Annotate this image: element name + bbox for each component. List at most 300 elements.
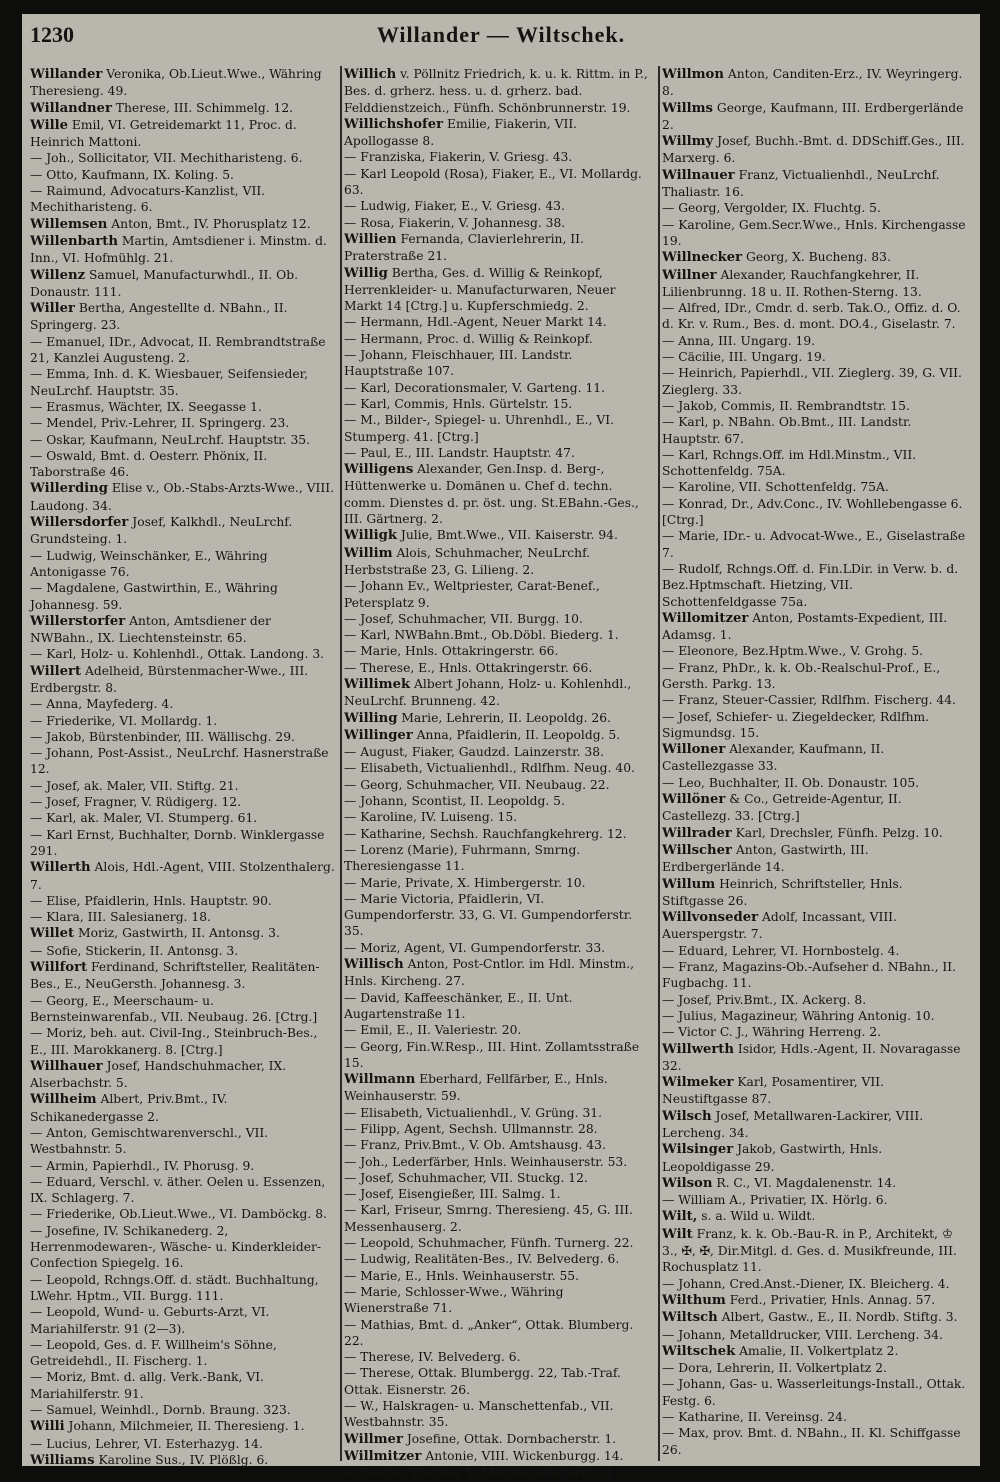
entry-text: Franz, k. k. Ob.-Bau-R. in P., Architekt, ♔ 3., ✠, ✠, Dir.Mitgl. d. Ges. d. Musikfreunde, III. Rochusplatz 11. <box>662 1226 957 1275</box>
directory-entry <box>344 331 650 347</box>
directory-entry <box>30 925 336 942</box>
entry-text: Martin, Amtsdiener i. Minstm. d. Inn., VI. Hofmühlg. 21. <box>30 233 327 266</box>
directory-entry <box>30 216 336 233</box>
directory-entry <box>344 578 650 611</box>
directory-entry <box>662 660 968 693</box>
directory-entry <box>662 610 968 644</box>
directory-entry <box>30 66 336 100</box>
entry-text: — August, Fiaker, Gaudzd. Lainzerstr. 38. <box>344 745 604 760</box>
entry-text: — Raimund, Advocaturs-Kanzlist, VII. Mechitharisteng. 6. <box>30 184 266 215</box>
directory-entry <box>344 198 650 214</box>
directory-entry <box>662 1376 968 1409</box>
directory-entry <box>344 956 650 990</box>
entry-text: — Alfred, IDr., Cmdr. d. serb. Tak.O., Offiz. d. O. d. Kr. v. Rum., Bes. d. mont. DO.4., Giselastr. 7. <box>662 301 961 332</box>
entry-text: — Franz, Priv.Bmt., V. Ob. Amtshausg. 43. <box>344 1138 606 1153</box>
entry-text: Antonie, VIII. Wickenburgg. 14. <box>421 1448 624 1463</box>
directory-entry <box>344 1202 650 1235</box>
directory-entry <box>30 267 336 301</box>
entry-surname: Willoner <box>662 742 726 758</box>
directory-entry <box>662 1425 968 1458</box>
entry-text: Alexander, Rauchfangkehrer, II. Lilienbrunng. 18 u. II. Rothen-Sterng. 13. <box>662 267 922 299</box>
entry-text: Marie, Lehrerin, II. Leopoldg. 26. <box>397 710 611 725</box>
directory-entry <box>30 827 336 860</box>
entry-surname: Willert <box>30 663 82 679</box>
entry-text: — Karoline, VII. Schottenfeldg. 75A. <box>662 480 889 495</box>
entry-surname: Willwerth <box>662 1041 734 1057</box>
entry-text: — Katharine, II. Vereinsg. 24. <box>662 1410 847 1425</box>
directory-entry <box>344 215 650 231</box>
directory-entry <box>30 448 336 481</box>
entry-text: — Eleonore, Bez.Hptm.Wwe., V. Grohg. 5. <box>662 644 924 659</box>
entry-text: — Moriz, Bmt. d. allg. Verk.-Bank, VI. Mariahilferstr. 91. <box>30 1370 264 1401</box>
entry-text: — Friederike, VI. Mollardg. 1. <box>30 713 218 728</box>
entry-text: Bertha, Ges. d. Willig & Reinkopf, Herrenkleider- u. Manufacturwaren, Neuer Markt 14 [Ctrg.] u. Kupferschmiedg. 2. <box>344 265 616 314</box>
entry-text: — Eduard, Lehrer, VI. Hornbostelg. 4. <box>662 943 900 958</box>
directory-entry <box>30 810 336 826</box>
entry-text: — Cäcilie, III. Ungarg. 19. <box>662 350 826 365</box>
directory-entry <box>30 1091 336 1125</box>
entry-surname: Willigens <box>344 462 414 478</box>
directory-entry <box>344 660 650 676</box>
directory-entry <box>30 713 336 729</box>
directory-entry <box>344 231 650 265</box>
directory-entry <box>30 1436 336 1452</box>
directory-entry <box>344 611 650 627</box>
entry-text: Veronika, Ob.Lieut.Wwe., Währing Theresieng. 49. <box>30 67 322 99</box>
entry-surname: Wiltschek <box>662 1343 736 1359</box>
directory-entry <box>30 1125 336 1158</box>
directory-entry <box>662 349 968 365</box>
entry-text: Therese, III. Schimmelg. 12. <box>111 100 294 115</box>
entry-text: Albert, Priv.Bmt., IV. Schikanedergasse 2. <box>30 1092 228 1124</box>
entry-text: — Marie, IDr.- u. Advocat-Wwe., E., Giselastraße 7. <box>662 529 966 560</box>
entry-text: — Leopold, Wund- u. Geburts-Arzt, VI. Mariahilferstr. 91 (2—3). <box>30 1305 270 1336</box>
entry-text: — Karl, Friseur, Smrng. Theresieng. 45, G. III. Messenhauserg. 2. <box>344 1203 633 1234</box>
column-1 <box>30 66 336 1468</box>
entry-text: — Karl, Commis, Hnls. Gürtelstr. 15. <box>344 396 573 411</box>
entry-text: — Paul, E., III. Landstr. Hauptstr. 47. <box>344 445 575 460</box>
directory-entry <box>30 613 336 647</box>
entry-text: — Jakob, Commis, II. Rembrandtstr. 15. <box>662 398 910 413</box>
directory-entry <box>30 1452 336 1469</box>
entry-text: — Moriz, Agent, VI. Gumpendorferstr. 33. <box>344 940 606 955</box>
entry-text: — Mendel, Priv.-Lehrer, II. Springerg. 23. <box>30 416 290 431</box>
entry-text: Karoline Sus., IV. Plößlg. 6. <box>94 1452 269 1467</box>
column-2 <box>344 66 650 1481</box>
directory-entry <box>30 1402 336 1418</box>
entry-text: Adolf, Incassant, VIII. Auerspergstr. 7. <box>662 910 897 942</box>
entry-surname: Willandner <box>30 100 112 116</box>
entry-text: — Emil, E., II. Valeriestr. 20. <box>344 1023 522 1038</box>
entry-surname: Willing <box>344 710 398 726</box>
column-divider <box>340 66 342 1461</box>
directory-entry <box>344 545 650 579</box>
directory-entry <box>662 200 968 216</box>
entry-surname: Willimek <box>344 676 411 692</box>
directory-entry <box>344 990 650 1023</box>
directory-entry <box>662 1226 968 1276</box>
entry-text: — Johann Ev., Weltpriester, Carat-Benef., Petersplatz 9. <box>344 579 600 610</box>
entry-text: — Leopold, Rchngs.Off. d. städt. Buchhaltung, LWehr. Hptm., VII. Burgg. 111. <box>30 1272 319 1303</box>
entry-text: — Gustav, Tischler, V. Matzleinsdorferstr. 4. <box>344 1466 617 1481</box>
directory-entry <box>30 334 336 367</box>
entry-text: — Karl, Decorationsmaler, V. Garteng. 11. <box>344 380 606 395</box>
entry-text: — Johann, Scontist, II. Leopoldg. 5. <box>344 794 565 809</box>
directory-entry <box>30 480 336 514</box>
entry-text: Alois, Schuhmacher, NeuLrchf. Herbststraße 23, G. Lilieng. 2. <box>344 545 591 577</box>
entry-text: Josef, Buchh.-Bmt. d. DDSchiff.Ges., III. Marxerg. 6. <box>662 134 965 166</box>
entry-text: Anton, Canditen-Erz., IV. Weyringerg. 8. <box>662 67 963 99</box>
entry-text: — Jakob, Bürstenbinder, III. Wällischg. 29. <box>30 729 295 744</box>
entry-text: — Anna, III. Ungarg. 19. <box>662 333 816 348</box>
directory-entry <box>662 479 968 495</box>
entry-surname: Wilmeker <box>662 1075 734 1091</box>
directory-entry <box>30 580 336 613</box>
entry-text: Josefine, Ottak. Dornbacherstr. 1. <box>402 1431 617 1446</box>
directory-entry <box>662 1175 968 1192</box>
directory-entry <box>662 66 968 100</box>
entry-surname: Willnecker <box>662 250 743 266</box>
directory-entry <box>344 1465 650 1481</box>
entry-surname: Willmer <box>344 1431 403 1447</box>
entry-text: — Max, prov. Bmt. d. NBahn., II. Kl. Schiffgasse 26. <box>662 1426 961 1457</box>
entry-text: — Josef, Priv.Bmt., IX. Ackerg. 8. <box>662 992 867 1007</box>
entry-surname: Wilson <box>662 1175 713 1191</box>
entry-surname: Willomitzer <box>662 610 749 626</box>
directory-entry <box>30 1206 336 1222</box>
directory-entry <box>662 1141 968 1175</box>
entry-text: Alexander, Gen.Insp. d. Berg-, Hüttenwerke u. Domänen u. Chef d. techn. comm. Dienstes d. pr. öst. ung. St.EBahn.-Ges., III. Gärtnerg. 2. <box>344 462 639 527</box>
entry-text: — Katharine, Sechsh. Rauchfangkehrerg. 12. <box>344 826 627 841</box>
entry-surname: Wilsch <box>662 1108 712 1124</box>
entry-text: — Johann, Gas- u. Wasserleitungs-Install., Ottak. Festg. 6. <box>662 1377 966 1408</box>
entry-text: — Emanuel, IDr., Advocat, II. Rembrandtstraße 21, Kanzlei Augusteng. 2. <box>30 334 326 366</box>
directory-entry <box>30 1058 336 1092</box>
directory-entry <box>662 133 968 167</box>
directory-entry <box>662 992 968 1008</box>
directory-entry <box>344 1317 650 1350</box>
entry-surname: Williams <box>30 1452 95 1468</box>
entry-text: Jakob, Gastwirth, Hnls. Leopoldigasse 29. <box>662 1142 883 1174</box>
entry-text: Franz, Victualienhdl., NeuLrchf. Thaliastr. 16. <box>662 167 940 200</box>
directory-entry <box>344 1154 650 1170</box>
directory-entry <box>30 100 336 117</box>
entry-text: Anton, Postamts-Expedient, III. Adamsg. 1. <box>662 610 948 643</box>
entry-text: Bertha, Angestellte d. NBahn., II. Springerg. 23. <box>30 301 288 333</box>
directory-entry <box>344 380 650 396</box>
directory-entry <box>662 1409 968 1425</box>
directory-entry <box>30 1418 336 1435</box>
entry-text: Anton, Post-Cntlor. im Hdl. Minstm., Hnls. Kircheng. 27. <box>344 957 635 989</box>
directory-entry <box>662 1008 968 1024</box>
entry-surname: Willerstorfer <box>30 613 126 629</box>
entry-surname: Willerth <box>30 860 91 876</box>
directory-page <box>22 14 980 1481</box>
entry-text: — Josef, Schuhmacher, VII. Burgg. 10. <box>344 611 583 626</box>
entry-text: — Joh., Sollicitator, VII. Mechitharisteng. 6. <box>30 151 303 166</box>
entry-text: — Emma, Inh. d. K. Wiesbauer, Seifensieder, NeuLrchf. Hauptstr. 35. <box>30 367 309 398</box>
directory-entry <box>662 333 968 349</box>
entry-text: — M., Bilder-, Spiegel- u. Uhrenhdl., E., VI. Stumperg. 41. [Ctrg.] <box>344 413 614 444</box>
entry-text: — Mathias, Bmt. d. „Anker“, Ottak. Blumberg. 22. <box>344 1317 634 1348</box>
entry-text: — Armin, Papierhdl., IV. Phorusg. 9. <box>30 1158 255 1173</box>
entry-text: — David, Kaffeeschänker, E., II. Unt. Augartenstraße 11. <box>344 990 573 1021</box>
entry-text: — Ludwig, Weinschänker, E., Währing Antonigasse 76. <box>30 548 268 579</box>
directory-entry <box>344 777 650 793</box>
entry-surname: Willmitzer <box>344 1448 422 1464</box>
directory-entry <box>344 793 650 809</box>
entry-surname: Willrader <box>662 825 732 841</box>
directory-entry <box>344 314 650 330</box>
directory-entry <box>662 267 968 301</box>
entry-text: — Elisabeth, Victualienhdl., V. Grüng. 31. <box>344 1105 603 1120</box>
directory-entry <box>662 300 968 333</box>
entry-surname: Wille <box>30 117 68 133</box>
entry-surname: Willfort <box>30 960 88 976</box>
entry-surname: Willichshofer <box>344 116 444 132</box>
directory-entry <box>662 100 968 134</box>
entry-text: — Josef, Schiefer- u. Ziegeldecker, Rdlfhm. Sigmundsg. 15. <box>662 709 930 740</box>
directory-entry <box>662 1041 968 1075</box>
directory-entry <box>30 859 336 893</box>
entry-text: — Therese, E., Hnls. Ottakringerstr. 66. <box>344 660 593 675</box>
directory-entry <box>344 727 650 744</box>
directory-entry <box>344 1284 650 1317</box>
entry-text: — Victor C. J., Währing Herreng. 2. <box>662 1025 882 1040</box>
entry-text: — Leopold, Ges. d. F. Willheim's Söhne, Getreidehdl., II. Fischerg. 1. <box>30 1337 277 1369</box>
page-number: 1230 <box>30 22 74 47</box>
directory-entry <box>344 1186 650 1202</box>
entry-surname: Willemsen <box>30 216 108 232</box>
directory-entry <box>30 1272 336 1305</box>
directory-entry <box>30 745 336 778</box>
entry-surname: Wilthum <box>662 1292 726 1308</box>
entry-text: — Moriz, beh. aut. Civil-Ing., Steinbruch-Bes., E., III. Marokkanerg. 8. [Ctrg.] <box>30 1026 318 1057</box>
entry-text: Anton, Gastwirth, III. Erdbergerlände 14. <box>662 842 869 875</box>
entry-surname: Willim <box>344 545 393 561</box>
directory-entry <box>662 1192 968 1208</box>
entry-surname: Willich <box>344 67 397 82</box>
entry-text: Albert, Gastw., E., II. Nordb. Stiftg. 3. <box>717 1310 958 1325</box>
entry-surname: Wilsinger <box>662 1142 734 1158</box>
directory-entry <box>344 1448 650 1465</box>
entry-surname: Willigk <box>344 528 397 544</box>
directory-entry <box>30 729 336 745</box>
directory-entry <box>30 909 336 925</box>
directory-entry <box>662 775 968 791</box>
entry-text: Josef, Metallwaren-Lackirer, VIII. Lercheng. 34. <box>662 1108 924 1140</box>
entry-text: s. a. Wild u. Wildt. <box>697 1209 816 1224</box>
entry-text: — Dora, Lehrerin, II. Volkertplatz 2. <box>662 1361 887 1376</box>
directory-entry <box>344 1170 650 1186</box>
entry-text: Josef, Kalkhdl., NeuLrchf. Grundsteing. 1. <box>30 515 293 547</box>
entry-text: Ferdinand, Schriftsteller, Realitäten-Bes., E., NeuGersth. Johannesg. 3. <box>30 960 320 992</box>
directory-entry <box>344 875 650 891</box>
directory-entry <box>344 1071 650 1105</box>
entry-surname: Wilt, <box>662 1209 698 1225</box>
directory-entry <box>344 1121 650 1137</box>
entry-surname: Willmann <box>344 1072 416 1088</box>
directory-entry <box>662 496 968 529</box>
entry-surname: Willvonseder <box>662 910 759 926</box>
entry-text: — Filipp, Agent, Sechsh. Ullmannstr. 28. <box>344 1122 598 1136</box>
entry-text: Heinrich, Schriftsteller, Hnls. Stiftgasse 26. <box>662 876 903 908</box>
directory-entry <box>662 1360 968 1376</box>
entry-text: Eberhard, Fellfärber, E., Hnls. Weinhauserstr. 59. <box>344 1072 608 1104</box>
entry-surname: Wiltsch <box>662 1310 718 1326</box>
directory-entry <box>30 514 336 548</box>
directory-entry <box>30 1337 336 1370</box>
entry-surname: Willheim <box>30 1092 97 1108</box>
directory-entry <box>662 1292 968 1309</box>
page-header <box>22 14 980 58</box>
entry-surname: Willer <box>30 301 75 317</box>
entry-surname: Willersdorfer <box>30 515 129 531</box>
entry-text: — Johann, Fleischhauer, III. Landstr. Hauptstraße 107. <box>344 348 573 379</box>
directory-entry <box>662 1024 968 1040</box>
entry-text: — Ludwig, Fiaker, E., V. Griesg. 43. <box>344 199 565 214</box>
entry-text: — W., Halskragen- u. Manschettenfab., VII. Westbahnstr. 35. <box>344 1399 614 1430</box>
directory-entry <box>344 1349 650 1365</box>
directory-entry <box>662 398 968 414</box>
directory-entry <box>662 741 968 775</box>
directory-entry <box>662 1276 968 1292</box>
directory-entry <box>30 167 336 183</box>
entry-text: — Sofie, Stickerin, II. Antonsg. 3. <box>30 943 239 958</box>
entry-text: — Otto, Kaufmann, IX. Koling. 5. <box>30 167 234 182</box>
entry-text: — William A., Privatier, IX. Hörlg. 6. <box>662 1193 888 1208</box>
entry-text: — Julius, Magazineur, Währing Antonig. 10. <box>662 1008 935 1023</box>
directory-entry <box>662 365 968 398</box>
entry-surname: Willnauer <box>662 167 735 183</box>
entry-text: — Friederike, Ob.Lieut.Wwe., VI. Damböckg. 8. <box>30 1207 327 1222</box>
directory-entry <box>30 1174 336 1207</box>
directory-entry <box>30 150 336 166</box>
entry-text: Johann, Milchmeier, II. Theresieng. 1. <box>64 1419 305 1434</box>
entry-text: — Klara, III. Salesianerg. 18. <box>30 910 211 925</box>
directory-entry <box>30 117 336 151</box>
directory-entry <box>30 959 336 993</box>
directory-entry <box>662 1309 968 1326</box>
entry-surname: Willander <box>30 67 103 82</box>
directory-entry <box>662 959 968 992</box>
directory-entry <box>662 692 968 708</box>
entry-text: — Konrad, Dr., Adv.Conc., IV. Wohllebengasse 6. [Ctrg.] <box>662 496 963 528</box>
entry-text: — Franz, Magazins-Ob.-Aufseher d. NBahn., II. Fugbachg. 11. <box>662 960 957 991</box>
directory-entry <box>30 415 336 431</box>
entry-text: Ferd., Privatier, Hnls. Annag. 57. <box>725 1292 936 1307</box>
directory-entry <box>662 1074 968 1108</box>
directory-entry <box>344 412 650 445</box>
entry-text: — Rosa, Fiakerin, V. Johannesg. 38. <box>344 215 566 230</box>
directory-entry <box>662 791 968 825</box>
entry-text: — Karl, Rchngs.Off. im Hdl.Minstm., VII. Schottenfeldg. 75A. <box>662 447 917 479</box>
directory-entry <box>662 1343 968 1360</box>
entry-text: — Georg, E., Meerschaum- u. Bernsteinwarenfab., VII. Neubaug. 26. [Ctrg.] <box>30 993 318 1024</box>
entry-text: — Josef, Schuhmacher, VII. Stuckg. 12. <box>344 1170 588 1185</box>
directory-entry <box>344 1398 650 1431</box>
entry-text: Josef, Handschuhmacher, IX. Alserbachstr. 5. <box>30 1058 287 1091</box>
directory-entry <box>30 548 336 581</box>
entry-text: — Eduard, Verschl. v. äther. Oelen u. Essenzen, IX. Schlagerg. 7. <box>30 1174 326 1206</box>
directory-entry <box>30 1304 336 1337</box>
entry-text: — Marie Victoria, Pfaidlerin, VI. Gumpendorferstr. 33, G. VI. Gumpendorferstr. 35. <box>344 891 633 939</box>
directory-entry <box>344 1022 650 1038</box>
entry-text: — Georg, Schuhmacher, VII. Neubaug. 22. <box>344 777 610 792</box>
entry-text: — Karoline, Gem.Secr.Wwe., Hnls. Kirchengasse 19. <box>662 217 966 248</box>
directory-entry <box>344 809 650 825</box>
entry-surname: Willhauer <box>30 1058 103 1074</box>
entry-text: Anton, Bmt., IV. Phorusplatz 12. <box>107 216 311 231</box>
directory-entry <box>344 627 650 643</box>
directory-entry <box>30 943 336 959</box>
entry-text: — Heinrich, Papierhdl., VII. Zieglerg. 39, G. VII. Zieglerg. 33. <box>662 366 962 397</box>
entry-text: — Karl Ernst, Buchhalter, Dornb. Winklergasse 291. <box>30 827 325 858</box>
entry-text: — Karl, ak. Maler, VI. Stumperg. 61. <box>30 811 258 826</box>
entry-surname: Willmon <box>662 67 724 82</box>
entry-text: — Samuel, Weinhdl., Dornb. Braung. 323. <box>30 1403 291 1418</box>
entry-text: Adelheid, Bürstenmacher-Wwe., III. Erdbergstr. 8. <box>30 663 309 695</box>
directory-entry <box>344 940 650 956</box>
entry-text: — Ludwig, Realitäten-Bes., IV. Belvederg. 6. <box>344 1252 620 1267</box>
entry-text: — Lorenz (Marie), Fuhrmann, Smrng. Theresiengasse 11. <box>344 842 581 874</box>
entry-text: Samuel, Manufacturwhdl., II. Ob. Donaustr. 111. <box>30 267 298 299</box>
entry-text: — Oskar, Kaufmann, NeuLrchf. Hauptstr. 35. <box>30 432 311 447</box>
directory-entry <box>662 1208 968 1225</box>
directory-entry <box>344 166 650 199</box>
directory-entry <box>662 876 968 910</box>
entry-text: — Joh., Lederfärber, Hnls. Weinhauserstr. 53. <box>344 1154 628 1169</box>
directory-entry <box>30 778 336 794</box>
entry-text: — Johann, Post-Assist., NeuLrchf. Hasnerstraße 12. <box>30 746 329 777</box>
directory-entry <box>662 825 968 842</box>
directory-entry <box>30 646 336 662</box>
directory-entry <box>30 663 336 697</box>
entry-text: — Elise, Pfaidlerin, Hnls. Hauptstr. 90. <box>30 893 272 908</box>
entry-text: — Josef, Fragner, V. Rüdigerg. 12. <box>30 795 242 810</box>
directory-entry <box>344 1039 650 1072</box>
entry-text: & Co., Getreide-Agentur, II. Castellezg. 33. [Ctrg.] <box>662 792 902 824</box>
entry-text: Georg, X. Bucheng. 83. <box>742 250 891 265</box>
directory-entry <box>344 676 650 710</box>
entry-text: — Karl, p. NBahn. Ob.Bmt., III. Landstr. Hauptstr. 67. <box>662 415 912 446</box>
entry-surname: Willenbarth <box>30 233 118 249</box>
entry-surname: Willenz <box>30 267 86 283</box>
entry-surname: Willöner <box>662 792 726 808</box>
directory-entry <box>30 1223 336 1272</box>
entry-text: — Rudolf, Rchngs.Off. d. Fin.LDir. in Verw. b. d. Bez.Hptmschaft. Hietzing, VII. Schottenfeldgasse 75a. <box>662 561 959 609</box>
entry-surname: Willerding <box>30 481 108 497</box>
entry-text: Elise v., Ob.-Stabs-Arzts-Wwe., VIII. Laudong. 34. <box>30 481 335 513</box>
entry-surname: Willig <box>344 265 388 281</box>
entry-text: — Anton, Gemischtwarenverschl., VII. Westbahnstr. 5. <box>30 1126 269 1157</box>
entry-surname: Willet <box>30 926 75 942</box>
directory-entry <box>344 396 650 412</box>
entry-text: George, Kaufmann, III. Erdbergerlände 2. <box>662 100 964 132</box>
directory-entry <box>30 1158 336 1174</box>
directory-entry <box>30 1369 336 1402</box>
directory-entry <box>344 461 650 527</box>
entry-text: — Karl, Holz- u. Kohlenhdl., Ottak. Landong. 3. <box>30 647 325 662</box>
directory-entry <box>344 1105 650 1121</box>
entry-text: — Erasmus, Wächter, IX. Seegasse 1. <box>30 399 262 414</box>
entry-text: Albert Johann, Holz- u. Kohlenhdl., NeuLrchf. Brunneng. 42. <box>344 676 632 709</box>
directory-entry <box>344 1268 650 1284</box>
entry-text: — Karoline, IV. Luiseng. 15. <box>344 810 518 825</box>
entry-text: — Oswald, Bmt. d. Oesterr. Phönix, II. Taborstraße 46. <box>30 448 268 480</box>
entry-text: — Georg, Vergolder, IX. Fluchtg. 5. <box>662 201 881 216</box>
entry-surname: Willi <box>30 1419 65 1435</box>
